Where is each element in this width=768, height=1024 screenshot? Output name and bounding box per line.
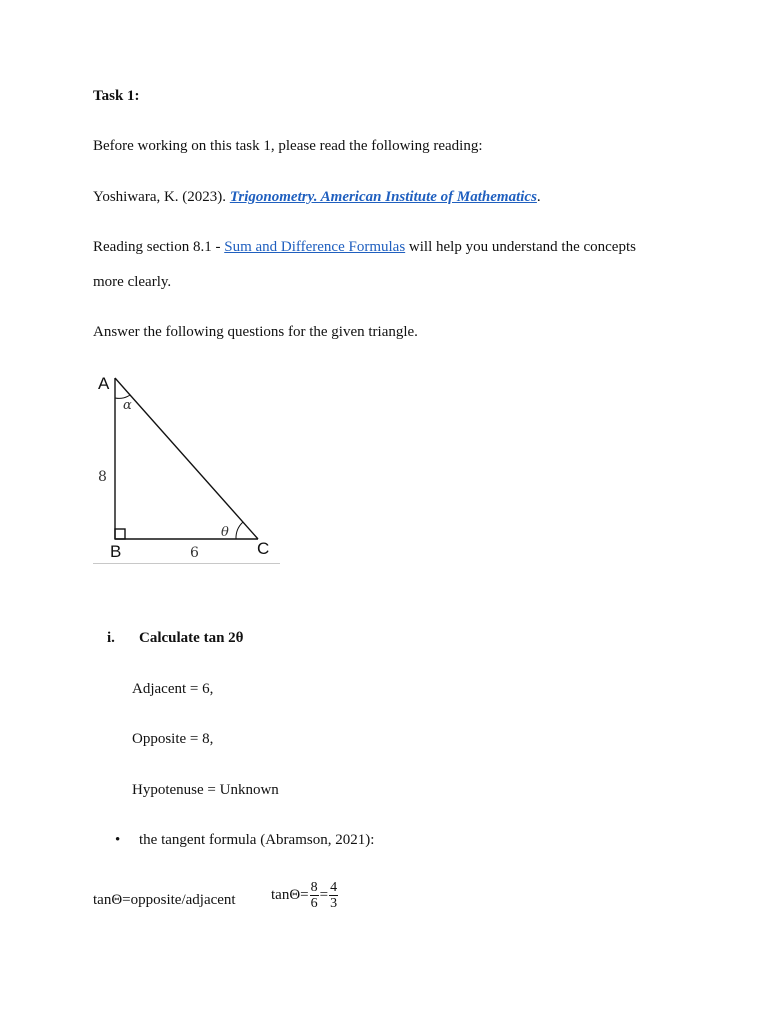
tangent-calculation	[271, 880, 339, 911]
citation-link[interactable]: Trigonometry. American Institute of Mathematics	[229, 189, 537, 205]
reading-line-2: more clearly.	[93, 274, 172, 290]
equals-sign: =	[319, 887, 329, 903]
citation-prefix: Yoshiwara, K. (2023).	[93, 189, 230, 205]
reading-line	[93, 237, 636, 257]
side-bc-length: 6	[190, 545, 199, 561]
tangent-formula-note: the tangent formula (Abramson, 2021):	[139, 832, 375, 848]
hypotenuse-value: Hypotenuse = Unknown	[132, 782, 279, 798]
fraction-4-3	[329, 880, 338, 911]
fraction1-denominator: 6	[310, 896, 318, 911]
fraction2-numerator: 4	[330, 880, 338, 895]
hypotenuse-ac	[115, 378, 258, 539]
angle-alpha-label: α	[123, 398, 132, 413]
reading-suffix: will help you understand the concepts	[405, 239, 636, 255]
triangle-figure	[93, 368, 281, 566]
angle-theta-arc	[236, 522, 243, 539]
task-title: Task 1:	[93, 88, 140, 104]
fraction2-denominator: 3	[330, 896, 338, 911]
adjacent-value: Adjacent = 6,	[132, 681, 214, 697]
vertex-c-label: C	[257, 539, 270, 558]
citation-suffix: .	[536, 189, 541, 205]
reading-link[interactable]: Sum and Difference Formulas	[224, 239, 406, 255]
tangent-prefix: tanΘ=	[271, 887, 309, 903]
right-angle-marker	[115, 529, 125, 539]
intro-text: Before working on this task 1, please read the following reading:	[93, 138, 483, 154]
question-heading: Calculate tan 2θ	[139, 630, 244, 646]
opposite-value: Opposite = 8,	[132, 731, 214, 747]
fraction-8-6	[310, 880, 319, 911]
side-ab-length: 8	[98, 469, 107, 485]
vertex-b-label: B	[110, 542, 122, 561]
reading-prefix: Reading section 8.1 -	[93, 239, 225, 255]
fraction1-numerator: 8	[310, 880, 318, 895]
citation-line	[93, 187, 541, 207]
instruction-text: Answer the following questions for the given triangle.	[93, 324, 418, 340]
question-number: i.	[107, 630, 115, 646]
figure-divider	[93, 563, 280, 564]
angle-theta-label: θ	[221, 525, 229, 540]
bullet-marker: •	[115, 832, 121, 848]
vertex-a-label: A	[98, 374, 110, 393]
tangent-definition: tanΘ=opposite/adjacent	[93, 892, 236, 908]
